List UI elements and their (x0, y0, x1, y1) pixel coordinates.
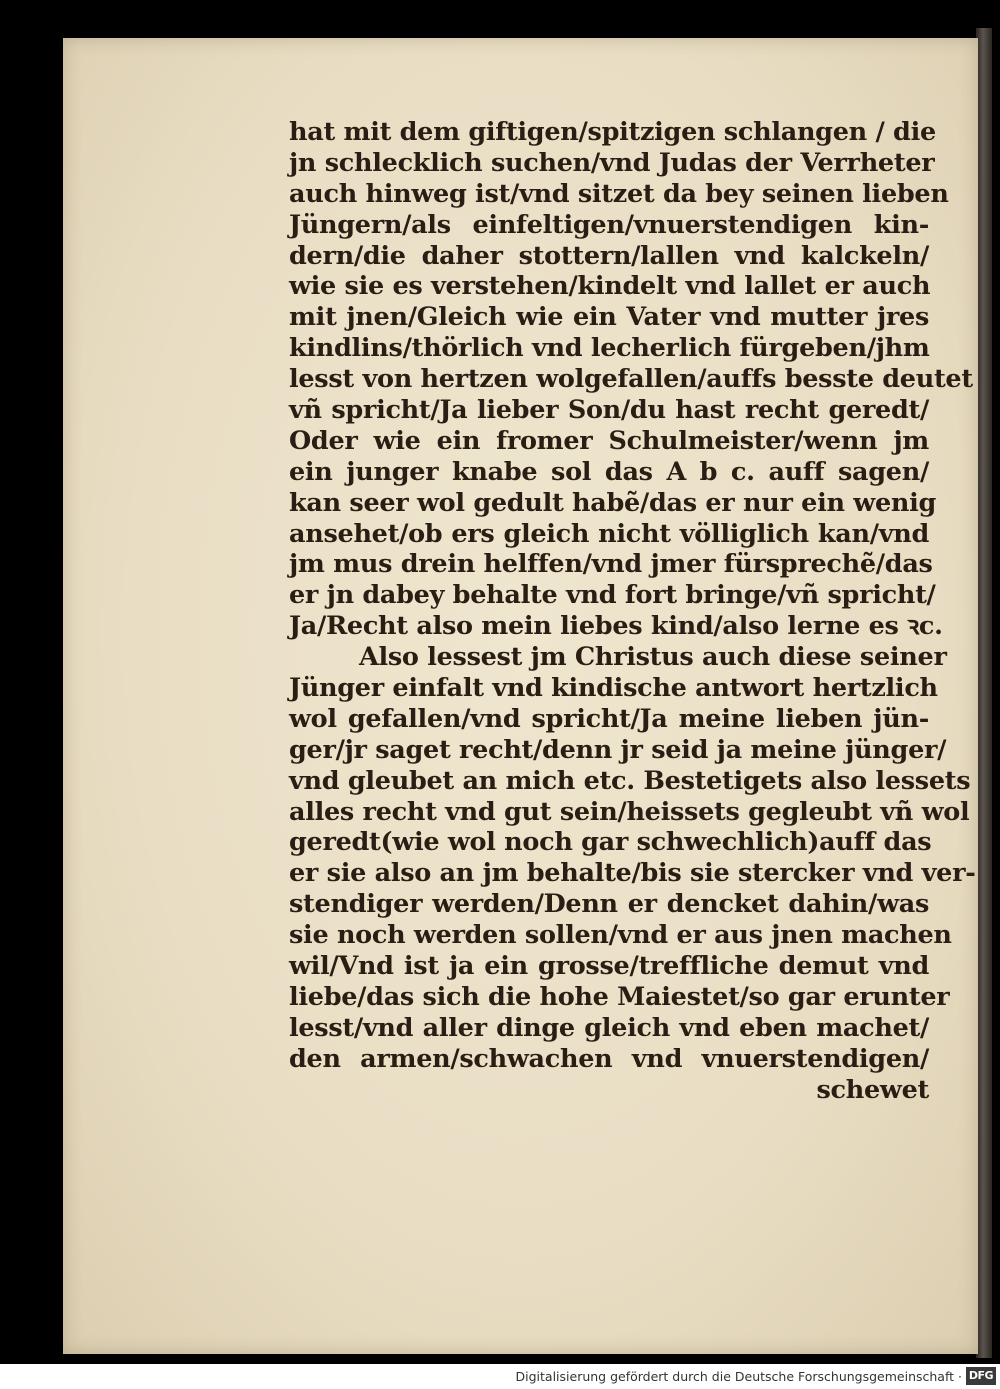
text-line: wol gefallen/vnd spricht/Ja meine lieben jün- (289, 703, 929, 734)
text-line: wie sie es verstehen/kindelt vnd lallet er auch (289, 271, 931, 302)
text-line: mit jnen/Gleich wie ein Vater vnd mutter jres (289, 302, 929, 333)
book-page (63, 38, 978, 1354)
text-line: vnd gleubet an mich etc. Bestetigets also lessets (289, 765, 971, 796)
text-line: geredt(wie wol noch gar schwechlich)auff das (289, 827, 932, 858)
footer-bar (0, 1364, 1000, 1389)
text-line: ein junger knabe sol das A b c. auff sagen/ (289, 456, 929, 487)
text-line: wil/Vnd ist ja ein grosse/treffliche demut vnd (289, 951, 929, 982)
text-line: ansehet/ob ers gleich nicht völliglich kan/vnd (289, 518, 929, 549)
text-line: lesst/vnd aller dinge gleich vnd eben machet/ (289, 1012, 929, 1043)
text-line: liebe/das sich die hohe Maiestet/so gar erunter (289, 981, 950, 1012)
text-line: kindlins/thörlich vnd lecherlich fürgeben/jhm (289, 333, 930, 364)
text-line: Jüngern/als einfeltigen/vnuerstendigen kin- (289, 209, 929, 240)
text-line: sie noch werden sollen/vnd er aus jnen machen (289, 920, 952, 951)
text-line: Jünger einfalt vnd kindische antwort hertzlich (289, 673, 938, 704)
text-line: vñ spricht/Ja lieber Son/du hast recht geredt/ (289, 395, 929, 426)
text-line: Oder wie ein fromer Schulmeister/wenn jm (289, 425, 929, 456)
text-line: kan seer wol gedult habẽ/das er nur ein wenig (289, 487, 937, 518)
book-edge (976, 28, 992, 1358)
text-line: lesst von hertzen wolgefallen/auffs besste deutet (289, 364, 973, 395)
catchword: schewet (816, 1074, 929, 1105)
text-line: stendiger werden/Denn er dencket dahin/was (289, 889, 929, 920)
text-line: jn schlecklich suchen/vnd Judas der Verrheter (289, 147, 935, 178)
text-line: den armen/schwachen vnd vnuerstendigen/ (289, 1043, 929, 1074)
text-line: dern/die daher stottern/lallen vnd kalckeln/ (289, 240, 929, 271)
funding-notice: Digitalisierung gefördert durch die Deutsche Forschungsgemeinschaft · (515, 1369, 962, 1384)
text-line: alles recht vnd gut sein/heissets gegleubt vñ wol (289, 796, 970, 827)
page-text (289, 117, 976, 1106)
dfg-logo: DFG (966, 1367, 996, 1385)
text-line: er sie also an jm behalte/bis sie stercker vnd ver- (289, 858, 976, 889)
text-line: jm mus drein helffen/vnd jmer fürsprechẽ/das (289, 549, 933, 580)
text-line: auch hinweg ist/vnd sitzet da bey seinen lieben (289, 178, 949, 209)
paragraph-start-line: Also lessest jm Christus auch diese seiner (359, 642, 947, 673)
text-line: hat mit dem giftigen/spitzigen schlangen / die (289, 117, 936, 147)
text-line: er jn dabey behalte vnd fort bringe/vñ spricht/ (289, 580, 936, 611)
text-line: Ja/Recht also mein liebes kind/also lerne es ꝛc. (289, 611, 943, 642)
text-line: ger/jr saget recht/denn jr seid ja meine jünger/ (289, 734, 947, 765)
